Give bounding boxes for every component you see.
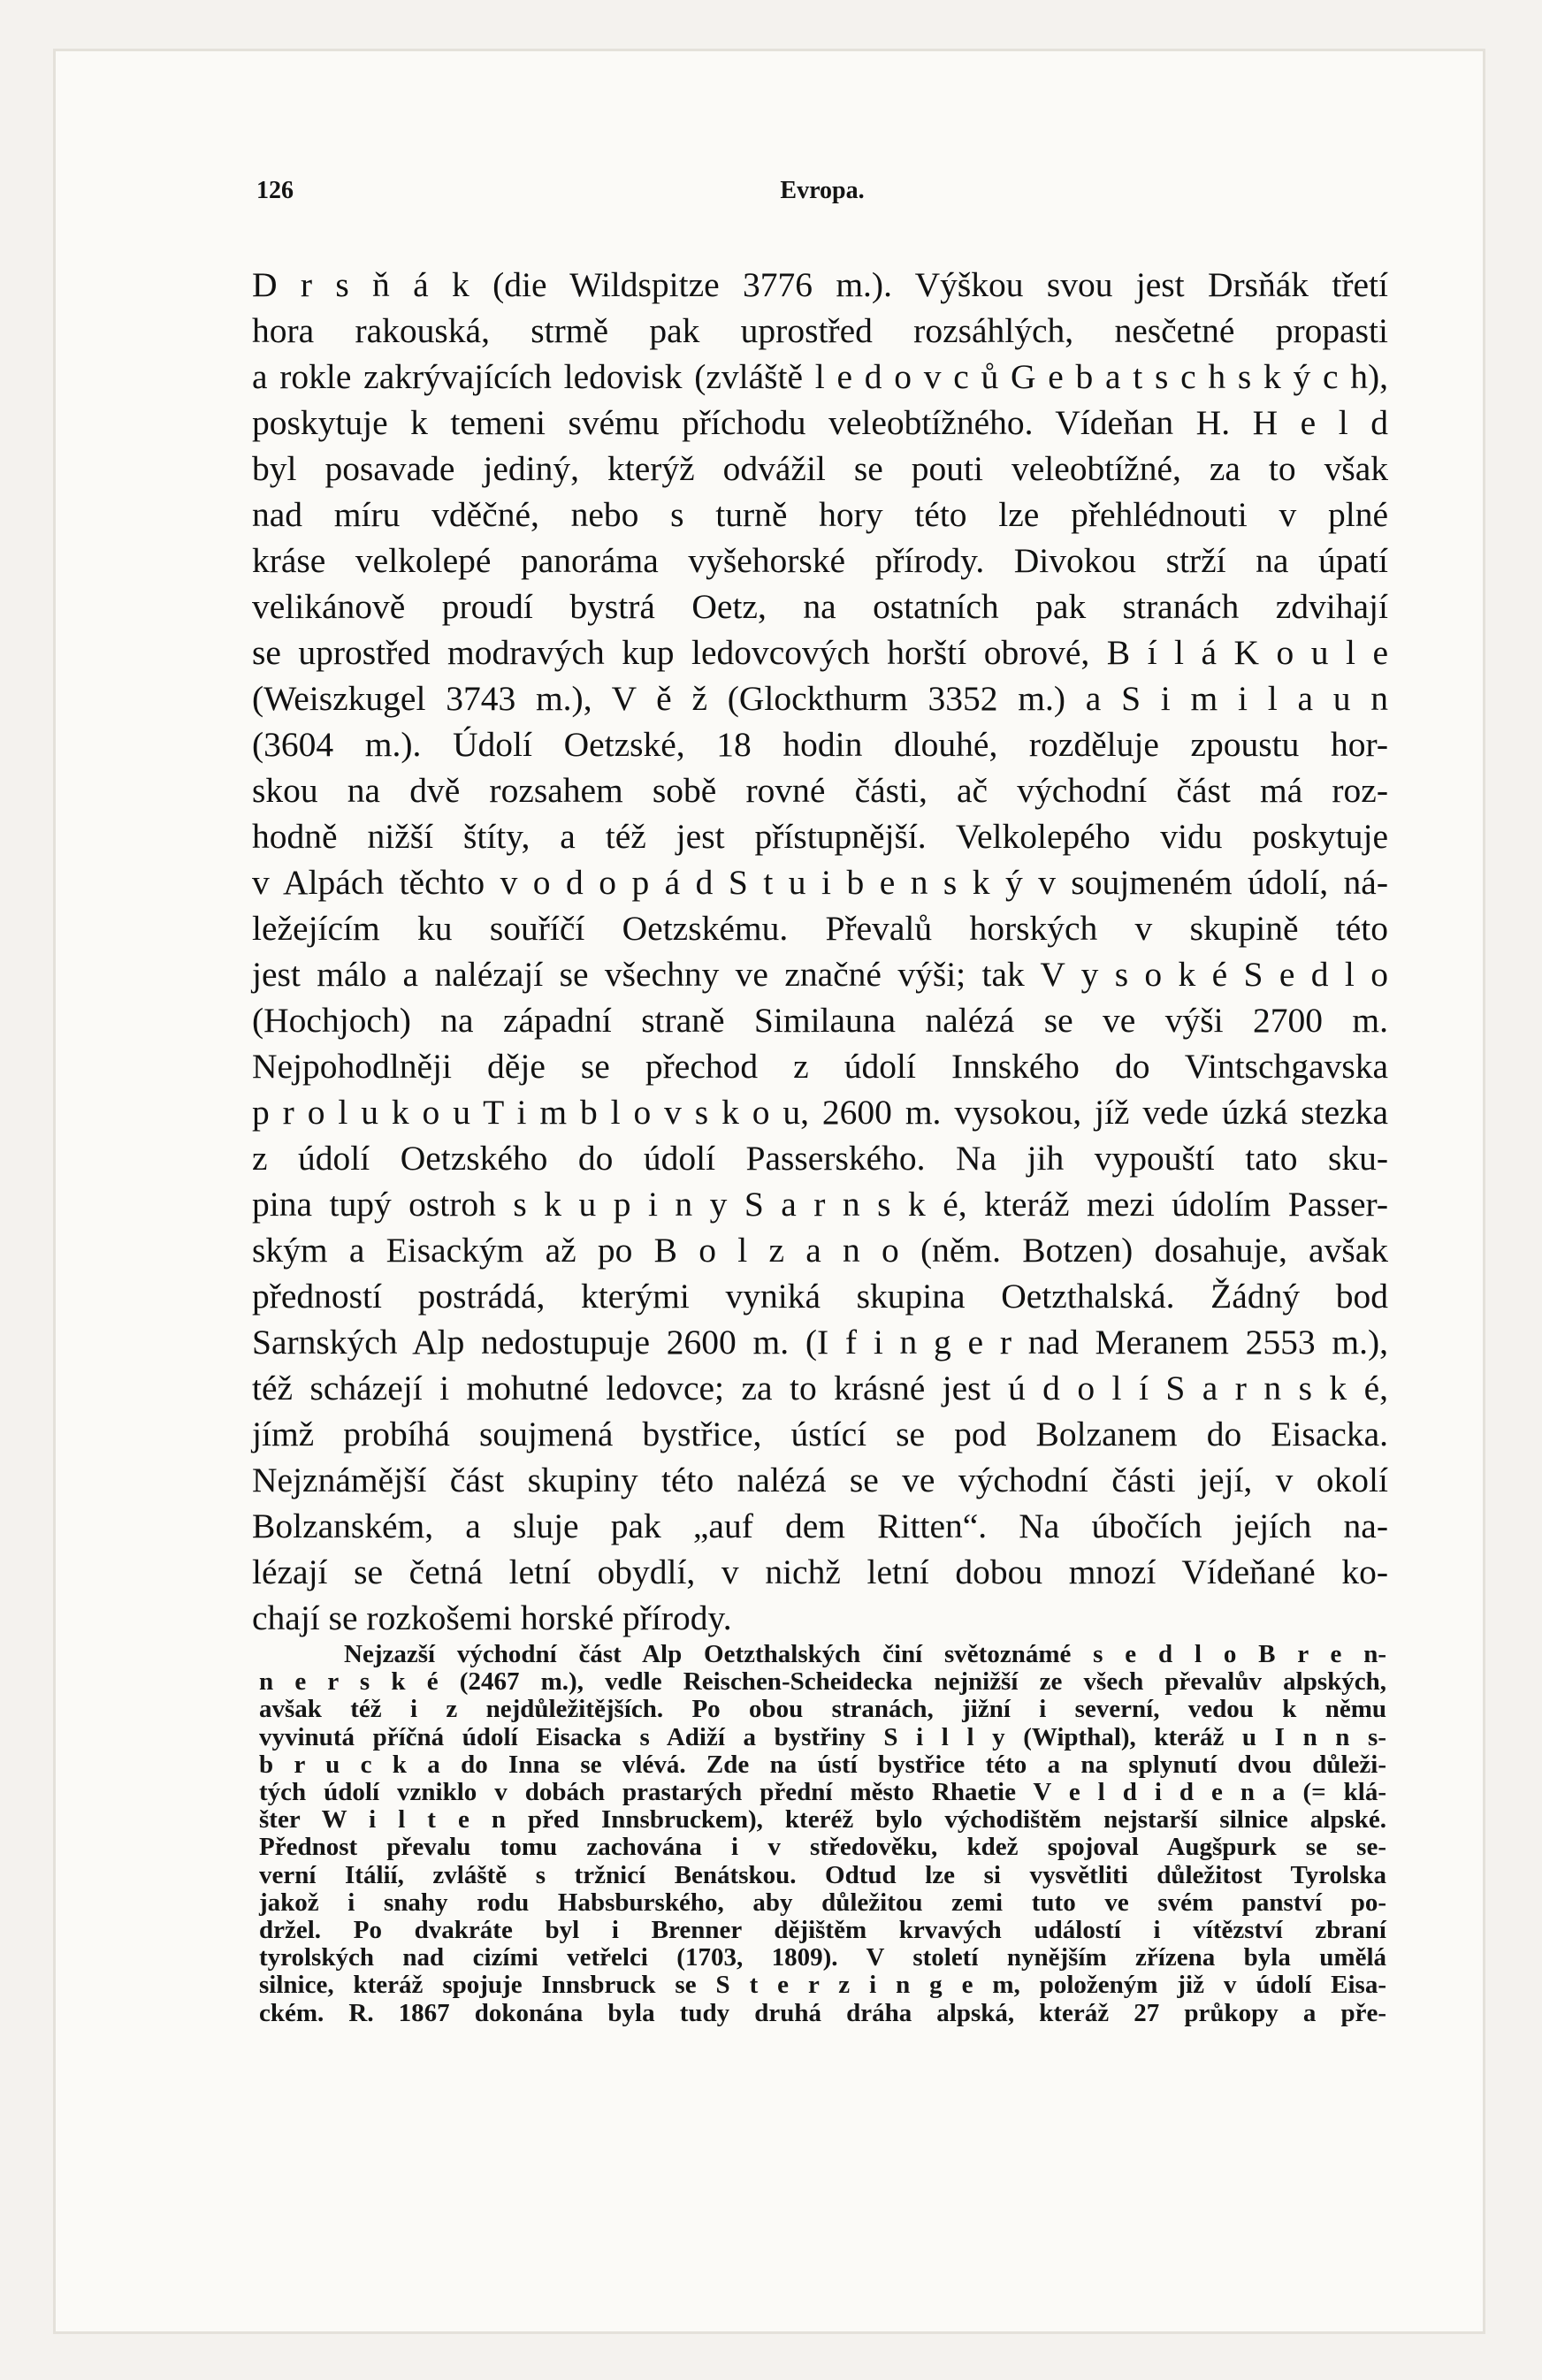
text-line: se uprostřed modravých kup ledovcových horští obrové, B í l á K o u l e — [252, 633, 1388, 672]
text-line: (Hochjoch) na západní straně Similauna nalézá se ve výši 2700 m. — [252, 1001, 1388, 1040]
footnote-line: držel. Po dvakráte byl i Brenner dějištěm krvavých událostí i vítězství zbraní — [259, 1916, 1386, 1945]
text-line: pina tupý ostroh s k u p i n y S a r n s k é, kteráž mezi údolím Passer- — [252, 1185, 1388, 1224]
text-line: též scházejí i mohutné ledovce; za to krásné jest ú d o l í S a r n s k é, — [252, 1369, 1388, 1407]
text-line: Nejznámější část skupiny této nalézá se ve východní části její, v okolí — [252, 1461, 1388, 1499]
footnote-line: tyrolských nad cizími vetřelci (1703, 1809). V století nynějším zřízena byla umělá — [259, 1943, 1386, 1972]
footnote-line: jakož i snahy rodu Habsburského, aby důležitou zemi tuto ve svém panství po- — [259, 1888, 1386, 1917]
footnote-line: vyvinutá příčná údolí Eisacka s Adiží a bystřiny S i l l y (Wipthal), kteráž u I n n s- — [259, 1722, 1386, 1751]
footnote-line: tých údolí vzniklo v dobách prastarých přední město Rhaetie V e l d i d e n a (= klá- — [259, 1778, 1386, 1807]
text-line: lézají se četná letní obydlí, v nichž letní dobou mnozí Vídeňané ko- — [252, 1552, 1388, 1591]
text-line: skou na dvě rozsahem sobě rovné části, ač východní část má roz- — [252, 771, 1388, 810]
text-line: velikánově proudí bystrá Oetz, na ostatních pak stranách zdvihají — [252, 587, 1388, 626]
footnote-line: ckém. R. 1867 dokonána byla tudy druhá dráha alpská, kteráž 27 průkopy a pře- — [259, 1998, 1386, 2027]
text-line: hodně nižší štíty, a též jest přístupnější. Velkolepého vidu poskytuje — [252, 817, 1388, 856]
text-line: Sarnských Alp nedostupuje 2600 m. (I f i n g e r nad Meranem 2553 m.), — [252, 1323, 1388, 1362]
text-line: Nejpohodlněji děje se přechod z údolí Innského do Vintschgavska — [252, 1047, 1388, 1086]
footnote-line: verní Itálií, zvláště s tržnicí Benátskou. Odtud lze si vysvětliti důležitost Tyrolska — [259, 1860, 1386, 1889]
text-line: z údolí Oetzského do údolí Passerského. Na jih vypouští tato sku- — [252, 1139, 1388, 1178]
footnote-line: avšak též i z nejdůležitějších. Po obou stranách, jižní i severní, vedou k němu — [259, 1695, 1386, 1724]
text-line: poskytuje k temeni svému příchodu veleobtížného. Vídeňan H. H e l d — [252, 403, 1388, 442]
text-line: (Weiszkugel 3743 m.), V ě ž (Glockthurm 3352 m.) a S i m i l a u n — [252, 679, 1388, 718]
footnote-line: b r u c k a do Inna se vlévá. Zde na ústí bystřice této a na splynutí dvou důleži- — [259, 1750, 1386, 1779]
text-line: jest málo a nalézají se všechny ve značné výši; tak V y s o k é S e d l o — [252, 955, 1388, 994]
footnote-line: šter W i l t e n před Innsbruckem), kteréž bylo východištěm nejstarší silnice alpské. — [259, 1805, 1386, 1835]
footnote-line: silnice, kteráž spojuje Innsbruck se S t e r z i n g e m, položeným již v údolí Eisa- — [259, 1971, 1386, 2000]
text-line: ležejícím ku souříčí Oetzskému. Převalů horských v skupině této — [252, 909, 1388, 948]
text-line: p r o l u k o u T i m b l o v s k o u, 2600 m. vysokou, jíž vede úzká stezka — [252, 1093, 1388, 1132]
footnote — [259, 1641, 1386, 2027]
text-line: chají se rozkošemi horské přírody. — [252, 1598, 732, 1637]
text-line: byl posavade jediný, kterýž odvážil se pouti veleobtížné, za to však — [252, 449, 1388, 488]
page-number: 126 — [256, 177, 294, 204]
text-line: předností postrádá, kterými vyniká skupina Oetzthalská. Žádný bod — [252, 1277, 1388, 1316]
text-line: D r s ň á k (die Wildspitze 3776 m.). Výškou svou jest Drsňák třetí — [252, 265, 1388, 304]
text-line: v Alpách těchto v o d o p á d S t u i b e n s k ý v soujmeném údolí, ná- — [252, 863, 1388, 902]
page-header — [256, 177, 1388, 221]
text-line: jímž probíhá soujmená bystřice, ústící se pod Bolzanem do Eisacka. — [252, 1415, 1388, 1453]
text-line: a rokle zakrývajících ledovisk (zvláště l e d o v c ů G e b a t s c h s k ý c h), — [252, 357, 1388, 396]
footnote-line: Nejzazší východní část Alp Oetzthalských činí světoznámé s e d l o B r e n- — [344, 1640, 1386, 1668]
footnote-line: n e r s k é (2467 m.), vedle Reischen-Scheidecka nejnižší ze všech převalův alpských, — [259, 1667, 1386, 1697]
running-head: Evropa. — [780, 177, 865, 204]
text-line: ským a Eisackým až po B o l z a n o (něm. Botzen) dosahuje, avšak — [252, 1231, 1388, 1270]
text-line: hora rakouská, strmě pak uprostřed rozsáhlých, nesčetné propasti — [252, 311, 1388, 350]
footnote-line: Přednost převalu tomu zachována i v středověku, kdež spojoval Augšpurk se se- — [259, 1833, 1386, 1862]
text-line: Bolzanském, a sluje pak „auf dem Ritten“. Na úbočích jejích na- — [252, 1507, 1388, 1545]
text-line: (3604 m.). Údolí Oetzské, 18 hodin dlouhé, rozděluje zpoustu hor- — [252, 725, 1388, 764]
main-text — [252, 262, 1388, 1641]
text-line: nad míru vděčné, nebo s turně hory této lze přehlédnouti v plné — [252, 495, 1388, 534]
text-line: kráse velkolepé panoráma vyšehorské přírody. Divokou strží na úpatí — [252, 541, 1388, 580]
